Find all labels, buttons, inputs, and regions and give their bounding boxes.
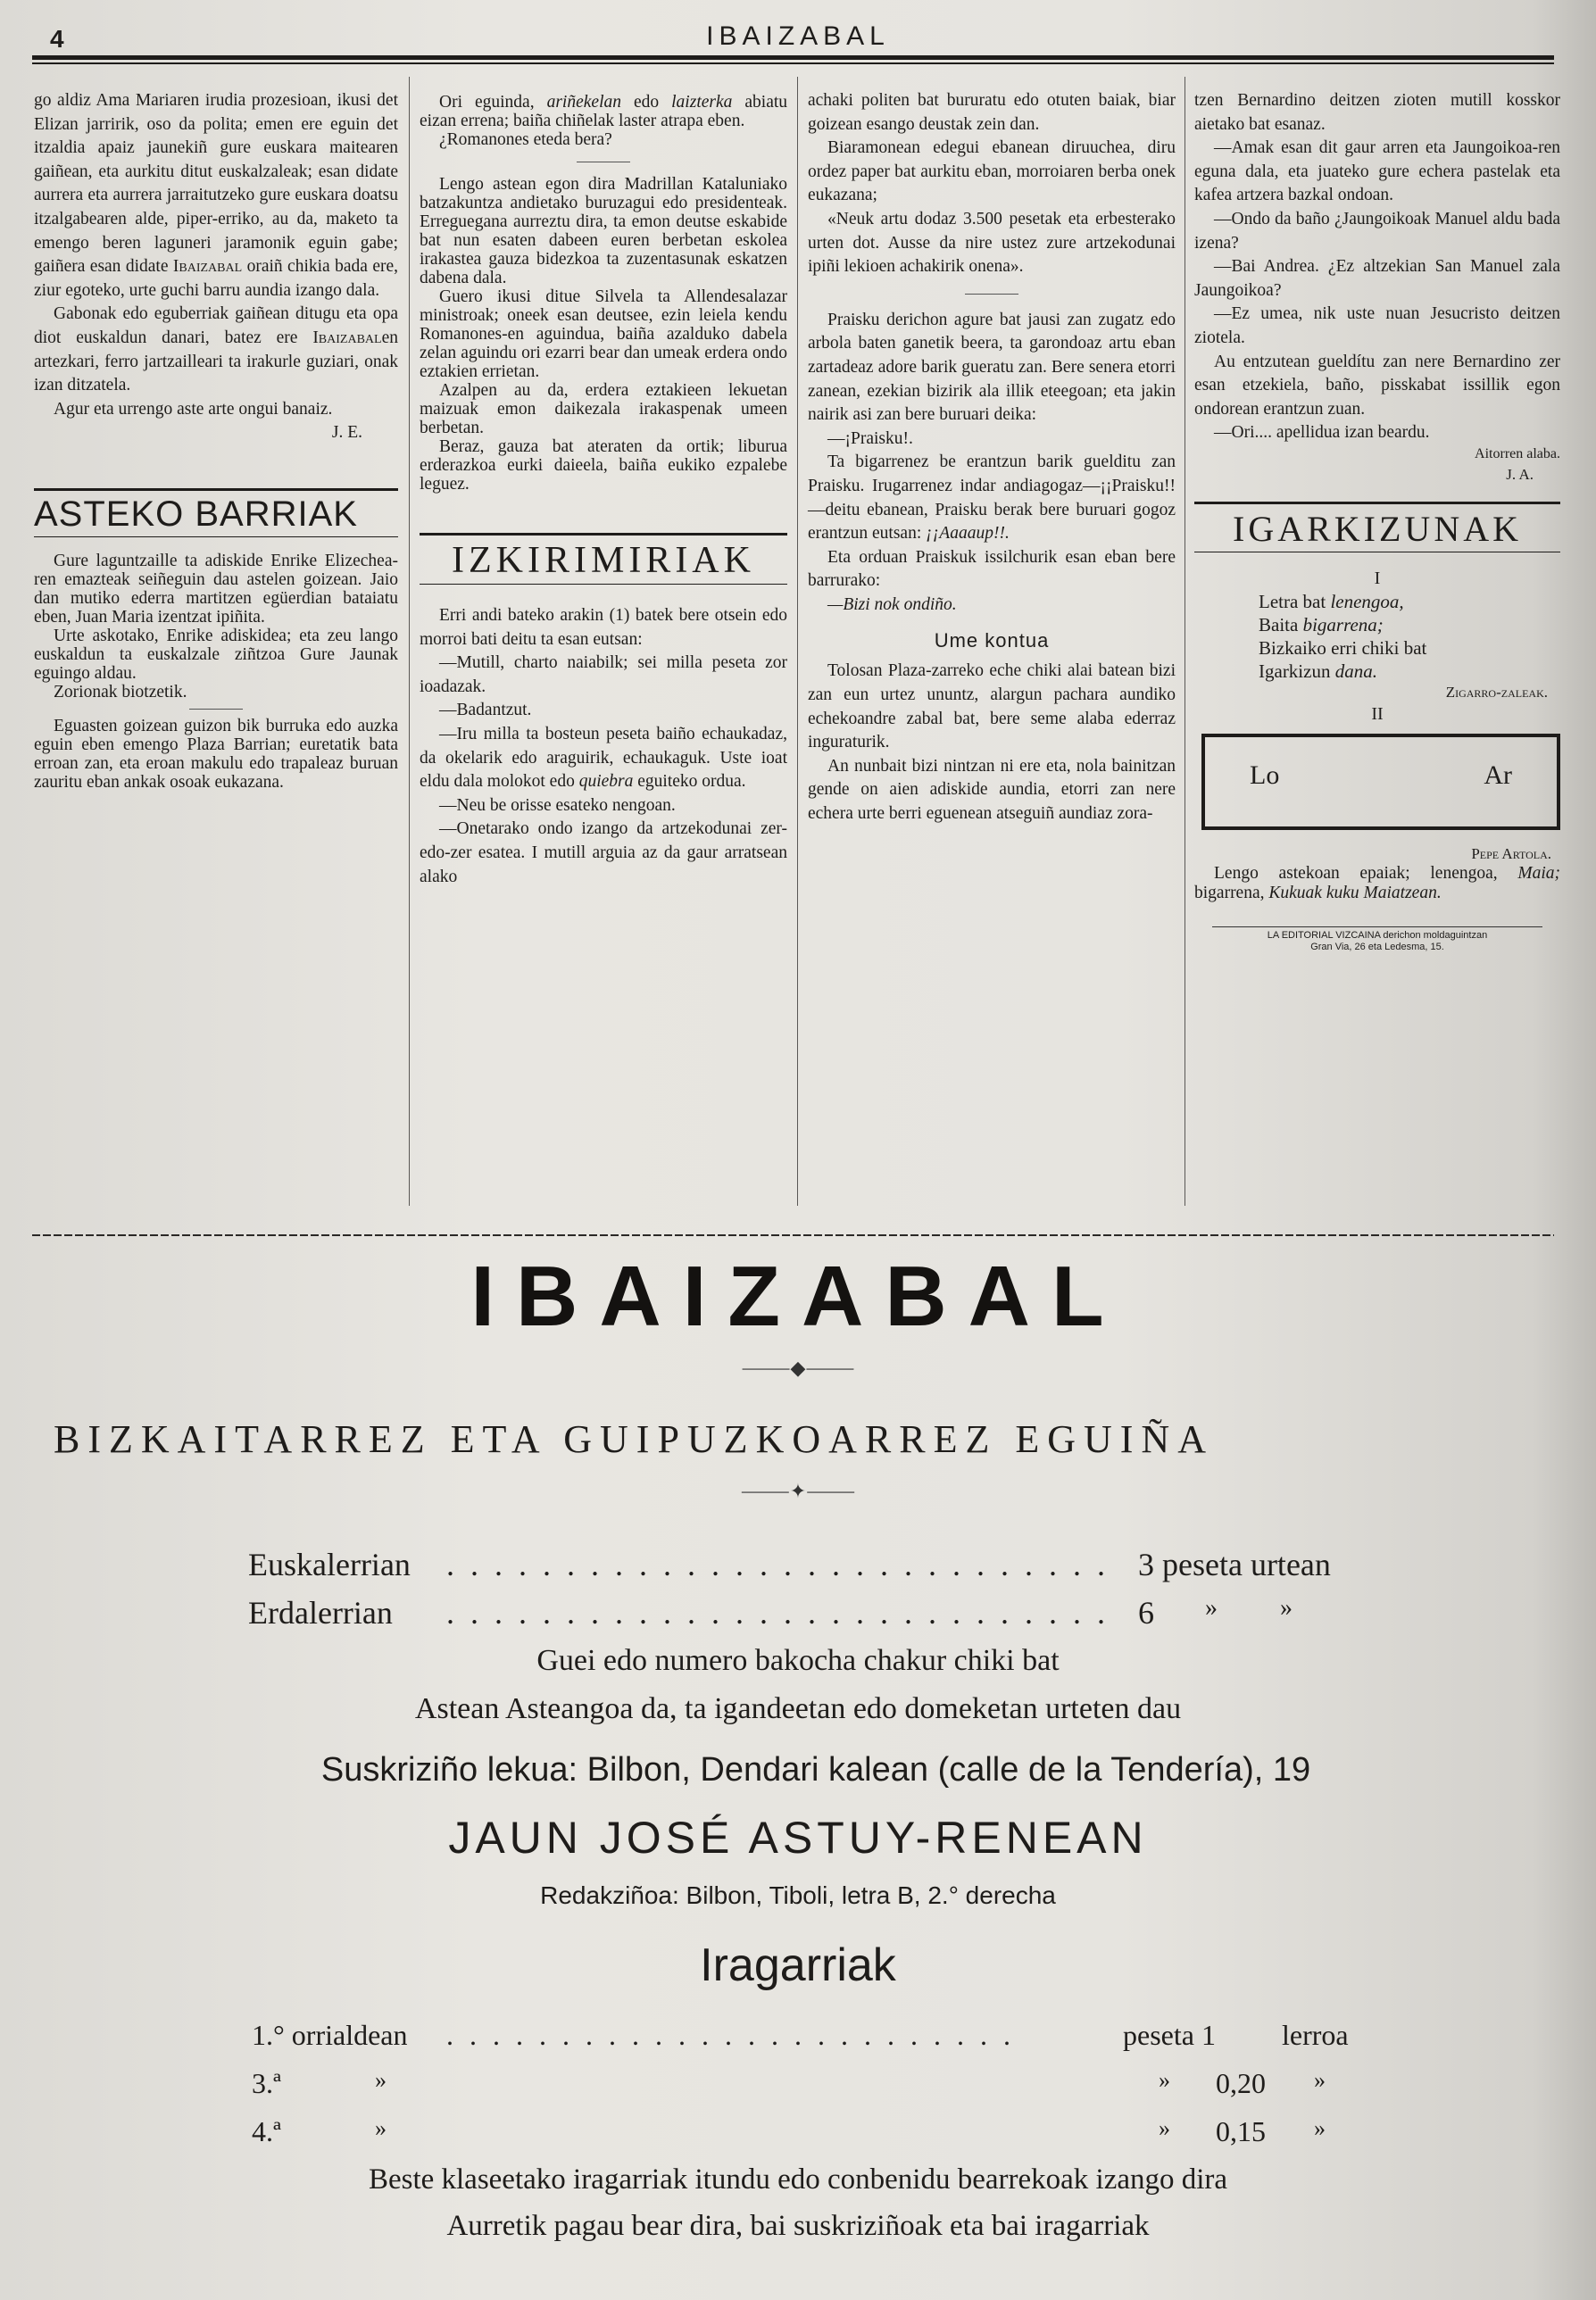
info-line: Guei edo numero bakocha chakur chiki bat	[536, 1644, 1060, 1677]
column-divider	[409, 77, 410, 1206]
paragraph: —Neu be orisse esateko nengoan.	[439, 795, 676, 815]
page-number: 4	[50, 25, 64, 53]
price-row-label: Erdalerrian	[248, 1595, 393, 1631]
ads-title: Iragarriak	[700, 1939, 896, 1991]
leader-dots: .........................	[446, 2019, 1027, 2051]
ad-row-value: 0,20	[1216, 2067, 1266, 2099]
price-row-value: 3 peseta urtean	[1138, 1547, 1331, 1582]
riddle-box	[1201, 734, 1560, 830]
paragraph: go aldiz Ama Mariaren irudia prozesioan, ikusi det Elizan jarririk, oso da polita; emen ere eguin det itzaldia apaiz jaunekiñ gure euskara maitearen gaiñean, eta aurkitu ditut euskalzaleak; esan didate aurrera eta aurrera jarraitutzeko gure euskara doatsu itzalgabearen alde, piper-erriko, au da, maketo ta emengo beren laguneri jaramonik eguin gabe; gaiñera esan didate Ibaizabal oraiñ chikia bada ere, ziur egoteko, urte guchi barru aundia izango dala.	[34, 91, 398, 300]
ditto-mark: »	[375, 2115, 387, 2141]
paragraph: Agur eta urrengo aste arte ongui banaiz.	[54, 399, 333, 419]
section-heading-izkirimiriak: IZKIRIMIRIAK	[420, 533, 787, 585]
paragraph: Zorionak biotzetik.	[54, 682, 187, 702]
ditto-mark: »	[1159, 2115, 1170, 2141]
publisher-name: JAUN JOSÉ ASTUY-RENEAN	[448, 1813, 1148, 1863]
section-heading-asteko-barriak: ASTEKO BARRIAK	[34, 488, 398, 537]
ditto-mark: » »	[1205, 1594, 1293, 1622]
column-1	[34, 89, 398, 792]
ditto-mark: »	[1314, 2115, 1326, 2141]
verse-line: Letra bat lenengoa,	[1259, 591, 1404, 613]
signature: Aitorren alaba.	[1475, 445, 1560, 461]
paragraph: achaki politen bat bururatu edo otuten baiak, biar goizean esango deustak zein dan.	[808, 91, 1176, 134]
separator	[189, 709, 243, 710]
section-divider	[32, 1234, 1554, 1236]
paragraph: Azalpen au da, erdera eztakieen lekuetan maizuak emon daikezala irakaspenak umeen berbetan.	[420, 381, 787, 437]
paragraph: Ori eguinda, ariñekelan edo laizterka abiatu eizan errena; baiña chiñelak laster atrapa eben.	[420, 93, 788, 130]
paragraph: Ta bigarrenez be erantzun barik guelditu zan Praisku. Irugarrenez indar andiagogaz—¡¡Praisku!!—deitu ebanean, Praisku berak bere buruari gogoz erantzun eutsan: ¡¡Aaaaup!!.	[808, 453, 1176, 544]
ornament-icon: ⸻◆⸻	[741, 1357, 855, 1379]
signature: Pepe Artola.	[1471, 844, 1551, 862]
paragraph: «Neuk artu dodaz 3.500 pesetak eta erbesterako urten dot. Ausse da nire ustez zure artzekodunai ipiñi lekioen achakirik onena».	[808, 209, 1176, 277]
leader-dots: ............................	[446, 1595, 1121, 1631]
info-line: Beste klaseetako iragarriak itundu edo conbenidu bearrekoak izango dira	[368, 2163, 1228, 2196]
paragraph: —Ondo da baño ¿Jaungoikoak Manuel aldu bada izena?	[1194, 209, 1560, 253]
verse-line: Baita bigarrena;	[1259, 614, 1384, 636]
paragraph: Beraz, gauza bat ateraten da ortik; liburua erderazkoa eurki daieela, baiña eukiko ezpalebe leguez.	[420, 437, 787, 494]
riddle-number: I	[1374, 568, 1381, 588]
subscription-address: Suskriziño lekua: Bilbon, Dendari kalean (calle de la Tendería), 19	[320, 1751, 1311, 1789]
imprint-line: LA EDITORIAL VIZCAINA derichon moldaguintzan	[1267, 929, 1488, 941]
paragraph: Au entzutean gueldítu zan nere Bernardino zer esan etzekiela, baño, pisskabat issillik egon ondorean erantzun zuan.	[1194, 352, 1560, 419]
ad-row-label: 4.ª	[252, 2115, 281, 2147]
ad-row-label: 3.ª	[252, 2067, 281, 2099]
paragraph: Eguasten goizean guizon bik burruka edo auzka eguin eben emengo Plaza Barrian; euretatik bata erroan zan, eta eroan makulu edo trapaleaz buruan zauritu eban ankak osoak eukazana.	[34, 716, 398, 792]
column-divider	[797, 77, 798, 1206]
signature: J. A.	[1506, 465, 1534, 483]
editorial-address: Redakziñoa: Bilbon, Tiboli, letra B, 2.° derecha	[540, 1881, 1056, 1909]
paragraph: Praisku derichon agure bat jausi zan zugatz edo arbola baten ganetik beera, ta garondoaz artu eban zartadeaz adore barik gueratu zan. Bere senera etorri zanean, ezekian bizirik ala illik eteegoan; eta jakin nairik asi zan bere buruari deika:	[808, 310, 1176, 425]
paragraph: —Ori.... apellidua izan beardu.	[1214, 423, 1430, 443]
paragraph: Urte askotako, Enrike adiskidea; eta zeu lango euskaldun ta euskalzale ziñtzoa Gure Jaunak eguingo aldau.	[34, 626, 398, 683]
price-row-label: Euskalerrian	[248, 1547, 411, 1582]
paragraph: —Onetarako ondo izango da artzekodunai zer-edo-zer esatea. I mutill arguia az da gaur arratsean alako	[420, 819, 787, 886]
masthead-title: IBAIZABAL	[470, 1249, 1126, 1344]
paragraph: Tolosan Plaza-zarreko eche chiki alai batean bizi zan eun urtez ununtz, alargun pachara aundiko echekoandre zabal bat, bere seme alaba ederraz inguraturik.	[808, 661, 1176, 752]
paragraph: —Mutill, charto naiabilk; sei milla peseta zor ioadazak.	[420, 653, 787, 696]
verse-line: Bizkaiko erri chiki bat	[1259, 637, 1427, 660]
paragraph: Guero ikusi ditue Silvela ta Allendesalazar ministroak; oneek esan deutsee, ezin leiela kendu Romanones-en aguindua, baiña azalduko dabela zelan aguindu ori ezarri bear dan umeak erdera ondo eztakien errietan.	[420, 287, 787, 381]
info-line: Astean Asteangoa da, ta igandeetan edo domeketan urteten dau	[414, 1692, 1182, 1725]
ditto-mark: »	[375, 2067, 387, 2093]
section-heading-igarkizunak: IGARKIZUNAK	[1194, 502, 1560, 552]
ornament-icon: ⸻✦⸻	[740, 1480, 856, 1502]
section-heading-ume-kontua: Ume kontua	[934, 629, 1050, 652]
paragraph: Biaramonean edegui ebanean diruuchea, diru ordez paper bat aurkitu eban, morroiaren berba onek eukazana;	[808, 138, 1176, 205]
paragraph: Gure laguntzaille ta adiskide Enrike Elizechea-ren emazteak seiñeguin dau astelen goizean. Jaio dan mutiko ederra martitzen egüerdian bataiatu eben, Juan Maria izentzat ipiñita.	[34, 551, 398, 627]
paragraph: —Amak esan dit gaur arren eta Jaungoikoa-ren eguna dala, eta juateko gure echera pastelak eta kafea artzera bazkal ondoan.	[1194, 138, 1560, 205]
ditto-mark: »	[1314, 2067, 1326, 2093]
paragraph: ¿Romanones eteda bera?	[439, 130, 612, 149]
running-header-title: IBAIZABAL	[706, 21, 890, 51]
column-2	[420, 93, 787, 889]
signature: J. E.	[331, 423, 362, 443]
column-4	[1194, 89, 1560, 953]
paragraph: Gabonak edo eguberriak gaiñean ditugu eta opa diot euskaldun danari, batez ere Ibaizabalen artezkari, ferro jartzailleari ta irakurle guziari, onak izan ditzatela.	[34, 304, 398, 395]
paragraph: Eta orduan Praiskuk issilchurik esan eban bere barrurako:	[808, 547, 1176, 591]
paragraph: Erri andi bateko arakin (1) batek bere otsein edo morroi bati deitu ta esan eutsan:	[420, 606, 787, 649]
column-3	[808, 89, 1176, 826]
riddle-box-left: Lo	[1250, 760, 1280, 790]
header-rule-thin	[32, 62, 1554, 64]
price-row-value: 6	[1138, 1595, 1154, 1631]
verse-line: Igarkizun dana.	[1259, 660, 1377, 683]
imprint-line: Gran Via, 26 eta Ledesma, 15.	[1310, 941, 1444, 952]
paragraph: —Bai Andrea. ¿Ez altzekian San Manuel zala Jaungoikoa?	[1194, 257, 1560, 300]
ad-row-value: 0,15	[1216, 2115, 1266, 2147]
leader-dots: ............................	[446, 1547, 1121, 1582]
paragraph: tzen Bernardino deitzen zioten mutill kosskor aietako bat esanaz.	[1194, 91, 1560, 134]
printer-imprint	[1212, 926, 1542, 953]
header-rule	[32, 55, 1554, 60]
ad-row-unit: lerroa	[1282, 2019, 1349, 2051]
paragraph: —Bizi nok ondiño.	[827, 594, 957, 614]
masthead-subtitle: BIZKAITARREZ ETA GUIPUZKOARREZ EGUIÑA	[54, 1417, 1214, 1461]
paragraph: —Ez umea, nik uste nuan Jesucristo deitzen ziotela.	[1194, 304, 1560, 347]
paragraph: An nunbait bizi nintzan ni ere eta, nola bainitzan gende on aien adiskide aundia, etorri zan nere echera urte berri eguenean atseguiñ aundiaz zora-	[808, 756, 1176, 824]
riddle-number: II	[1371, 704, 1384, 725]
riddle-box-right: Ar	[1484, 760, 1512, 790]
signature: Zigarro-zaleak.	[1445, 684, 1548, 702]
paragraph: —¡Praisku!.	[827, 428, 913, 448]
ad-row-value: peseta 1	[1123, 2019, 1216, 2051]
paragraph: Lengo astekoan epaiak; lenengoa, Maia; bigarrena, Kukuak kuku Maiatzean.	[1194, 863, 1560, 902]
paragraph: —Badantzut.	[439, 701, 532, 720]
info-line: Aurretik pagau bear dira, bai suskriziñoak eta bai iragarriak	[446, 2210, 1150, 2242]
paragraph: —Iru milla ta bosteun peseta baiño echaukadaz, da okelarik edo araguirik, echaukaguk. Uste ioat eldu dala molokot edo quiebra eguiteko ordua.	[420, 724, 787, 792]
ad-row-label: 1.° orrialdean	[252, 2019, 408, 2051]
ditto-mark: »	[1159, 2067, 1170, 2093]
paragraph: Lengo astean egon dira Madrillan Kataluniako batzakuntza andietako buruzagui edo presidenteak. Erreguegana aurreztu dira, ta emon deutse eskabide bat nun esaten dabeen euren berbetan eskolea irakastea gauza bidezkoa ta zuzentasunak eskatzen dabena dala.	[420, 175, 787, 287]
separator	[965, 294, 1018, 295]
